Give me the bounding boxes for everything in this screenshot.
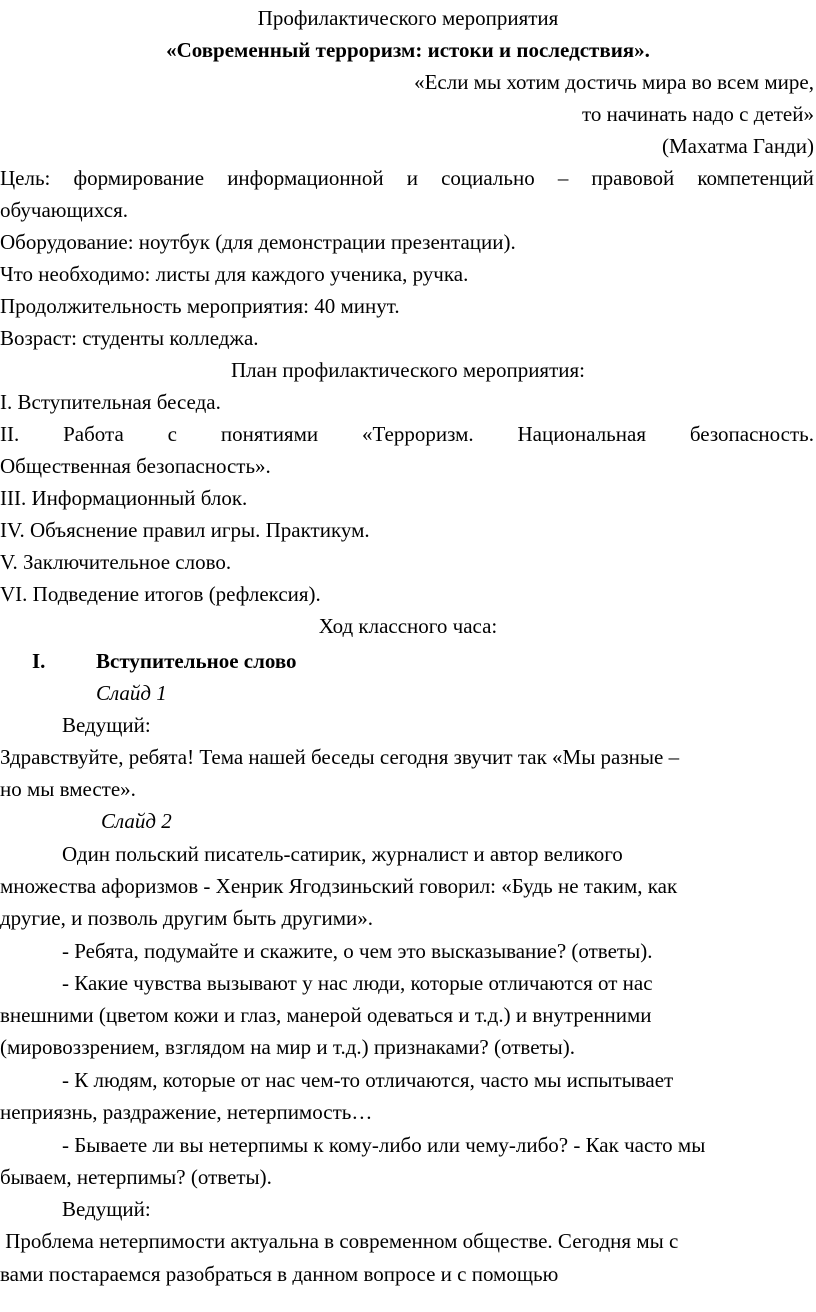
goal-line-2: обучающихся.	[0, 198, 128, 222]
slide-1-label: Слайд 1	[96, 681, 167, 705]
plan-word: Работа	[63, 422, 124, 446]
question-2-line-1: - Какие чувства вызывают у нас люди, которые отличаются от нас	[62, 971, 653, 995]
goal-word: –	[557, 166, 569, 190]
epigraph-line-2: то начинать надо с детей»	[582, 102, 814, 126]
host-label-2: Ведущий:	[62, 1197, 151, 1221]
plan-heading: План профилактического мероприятия:	[230, 358, 586, 382]
course-heading: Ход классного часа:	[318, 614, 498, 638]
paragraph-1-line-2: но мы вместе».	[0, 777, 136, 801]
goal-word: и	[406, 166, 418, 190]
host-label-1: Ведущий:	[62, 713, 151, 737]
plan-item-4: IV. Объяснение правил игры. Практикум.	[0, 518, 370, 542]
goal-word: Цель:	[0, 166, 51, 190]
plan-item-3: III. Информационный блок.	[0, 486, 248, 510]
goal-word: компетенций	[697, 166, 814, 190]
paragraph-1-line-1: Здравствуйте, ребята! Тема нашей беседы сегодня звучит так «Мы разные –	[0, 745, 680, 769]
question-2-line-3: (мировоззрением, взглядом на мир и т.д.) признаками? (ответы).	[0, 1035, 576, 1059]
plan-item-1: I. Вступительная беседа.	[0, 390, 221, 414]
plan-word: Национальная	[517, 422, 646, 446]
age-line: Возраст: студенты колледжа.	[0, 326, 259, 350]
epigraph-author: (Махатма Ганди)	[662, 134, 814, 158]
question-3-line-2: неприязнь, раздражение, нетерпимость…	[0, 1100, 373, 1124]
question-3-line-1: - К людям, которые от нас чем-то отличаются, часто мы испытывает	[62, 1068, 674, 1092]
header-line: Профилактического мероприятия	[257, 6, 559, 30]
plan-item-5: V. Заключительное слово.	[0, 550, 232, 574]
plan-item-2-cont: Общественная безопасность».	[0, 454, 271, 478]
section-number: I.	[32, 649, 46, 673]
epigraph-line-1: «Если мы хотим достичь мира во всем мире,	[414, 70, 814, 94]
paragraph-2-line-2: множества афоризмов - Хенрик Ягодзиньский говорил: «Будь не таким, как	[0, 874, 678, 898]
plan-item-6: VI. Подведение итогов (рефлексия).	[0, 582, 321, 606]
goal-word: информационной	[227, 166, 384, 190]
paragraph-3-line-2: вами постараемся разобраться в данном вопросе и с помощью	[0, 1262, 559, 1286]
document-title: «Современный терроризм: истоки и последствия».	[166, 38, 650, 62]
slide-2-label: Слайд 2	[101, 809, 172, 833]
plan-item-2	[0, 418, 816, 450]
plan-word: понятиями	[220, 422, 319, 446]
section-title: Вступительное слово	[96, 649, 297, 673]
paragraph-2-line-1: Один польский писатель-сатирик, журналист и автор великого	[62, 842, 623, 866]
paragraph-2-line-3: другие, и позволь другим быть другими».	[0, 906, 374, 930]
plan-word: II.	[0, 422, 20, 446]
duration-line: Продолжительность мероприятия: 40 минут.	[0, 294, 400, 318]
section-heading	[0, 645, 816, 677]
question-2-line-2: внешними (цветом кожи и глаз, манерой одеваться и т.д.) и внутренними	[0, 1003, 652, 1027]
question-4-line-2: бываем, нетерпимы? (ответы).	[0, 1165, 272, 1189]
question-4-line-1: - Бываете ли вы нетерпимы к кому-либо или чему-либо? - Как часто мы	[62, 1133, 706, 1157]
goal-word: формирование	[73, 166, 205, 190]
paragraph-3-line-1: Проблема нетерпимости актуальна в современном обществе. Сегодня мы с	[0, 1229, 679, 1253]
goal-word: социально	[441, 166, 535, 190]
plan-word: безопасность.	[689, 422, 814, 446]
goal-word: правовой	[591, 166, 675, 190]
plan-word: «Терроризм.	[362, 422, 474, 446]
equipment-line: Оборудование: ноутбук (для демонстрации презентации).	[0, 230, 516, 254]
needed-line: Что необходимо: листы для каждого ученика, ручка.	[0, 262, 469, 286]
question-1: - Ребята, подумайте и скажите, о чем это высказывание? (ответы).	[62, 939, 653, 963]
plan-word: с	[167, 422, 177, 446]
goal-line	[0, 162, 816, 194]
